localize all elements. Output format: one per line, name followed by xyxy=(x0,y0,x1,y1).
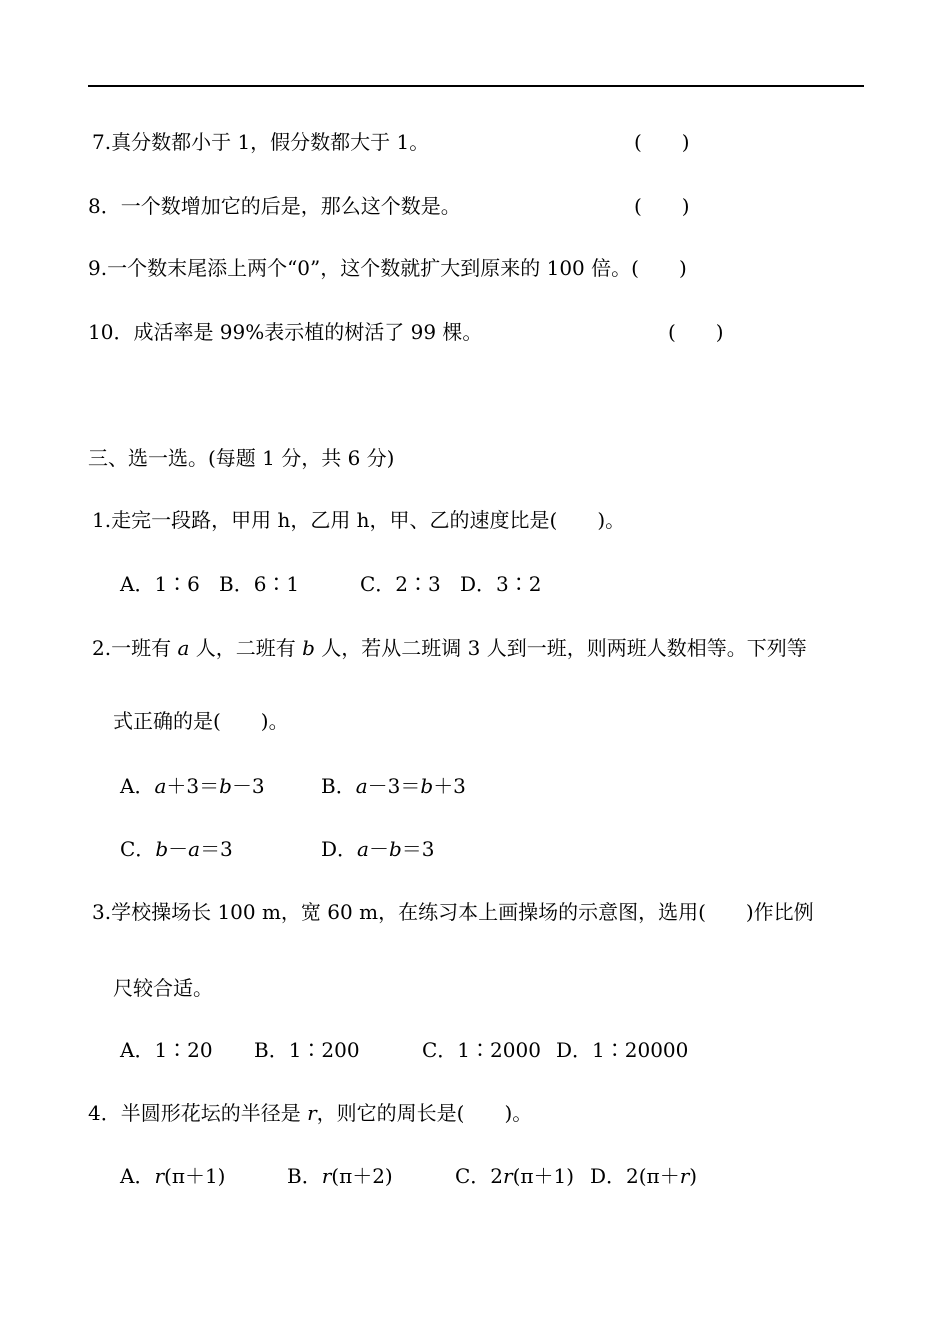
option-tail: (π＋2) xyxy=(331,1164,393,1188)
q3-option-a: A．1∶20 xyxy=(120,1038,213,1062)
option-var: a xyxy=(188,837,201,861)
q2-var-a: a xyxy=(177,636,190,660)
option-label: D．2(π＋ xyxy=(590,1164,680,1188)
option-var: r xyxy=(503,1164,513,1188)
q2-option-d xyxy=(321,836,435,862)
option-label: B． xyxy=(321,774,356,798)
q3-option-b: B．1∶200 xyxy=(254,1038,360,1062)
question-10: 10．成活率是 99%表示植的树活了 99 棵。 xyxy=(88,320,483,344)
q2-option-a xyxy=(120,773,265,799)
option-label: A． xyxy=(120,774,155,798)
option-op: －3 xyxy=(231,774,265,798)
answer-blank-10: ( ) xyxy=(668,320,724,344)
q2-option-b xyxy=(321,773,466,799)
q4-var-r: r xyxy=(307,1101,317,1125)
q1-option-d: D．3∶2 xyxy=(460,572,542,596)
question-9 xyxy=(88,255,687,281)
option-var: r xyxy=(321,1164,332,1188)
option-op: －3＝ xyxy=(367,774,421,798)
option-var: a xyxy=(355,774,368,798)
q4-option-a xyxy=(120,1163,226,1189)
option-tail: (π＋1) xyxy=(512,1164,575,1188)
q4-option-d xyxy=(590,1163,697,1189)
option-var: r xyxy=(154,1164,165,1188)
answer-blank-7: ( ) xyxy=(634,130,690,154)
q3-option-c: C．1∶2000 xyxy=(422,1038,541,1062)
option-label: C．2 xyxy=(455,1164,504,1188)
option-label: D． xyxy=(321,837,358,861)
header-rule xyxy=(88,85,864,87)
choice-question-2-line2: 式正确的是( )。 xyxy=(113,709,289,733)
q4-text-part: 4．半圆形花坛的半径是 xyxy=(88,1101,308,1125)
question-8: 8．一个数增加它的后是，那么这个数是。 xyxy=(88,194,461,218)
option-op: － xyxy=(168,837,189,861)
q2-var-b: b xyxy=(302,636,315,660)
q4-option-c xyxy=(455,1163,574,1189)
choice-question-4 xyxy=(88,1100,532,1126)
option-var: b xyxy=(388,837,402,861)
choice-question-1: 1.走完一段路，甲用 h，乙用 h，甲、乙的速度比是( )。 xyxy=(92,508,626,532)
option-var: b xyxy=(420,774,434,798)
q2-text-part: 2.一班有 xyxy=(92,636,178,660)
q2-text-part: 人，若从二班调 3 人到一班，则两班人数相等。下列等 xyxy=(314,636,807,660)
q1-option-b: B．6∶1 xyxy=(219,572,300,596)
option-label: C． xyxy=(120,837,156,861)
option-op: ＋3 xyxy=(433,774,466,798)
option-var: a xyxy=(154,774,167,798)
answer-blank-9: ( ) xyxy=(631,256,687,280)
option-tail: (π＋1) xyxy=(164,1164,226,1188)
option-label: B． xyxy=(287,1164,322,1188)
question-7: 7.真分数都小于 1，假分数都大于 1。 xyxy=(92,130,430,154)
q1-option-c: C．2∶3 xyxy=(360,572,441,596)
section-heading: 三、选一选。(每题 1 分，共 6 分) xyxy=(88,446,395,470)
answer-blank-8: ( ) xyxy=(634,194,690,218)
option-var: r xyxy=(679,1164,690,1188)
question-9-text: 9.一个数末尾添上两个“0”，这个数就扩大到原来的 100 倍。 xyxy=(88,256,632,280)
option-op: ＝3 xyxy=(401,837,435,861)
choice-question-3-line2: 尺较合适。 xyxy=(113,976,213,1000)
q4-option-b xyxy=(287,1163,393,1189)
q4-text-part: ，则它的周长是( )。 xyxy=(316,1101,533,1125)
choice-question-2 xyxy=(92,635,807,661)
option-var: b xyxy=(155,837,169,861)
option-label: A． xyxy=(120,1164,155,1188)
option-op: ＝3 xyxy=(200,837,233,861)
q3-option-d: D．1∶20000 xyxy=(556,1038,689,1062)
q1-option-a: A．1∶6 xyxy=(120,572,200,596)
option-op: － xyxy=(368,837,389,861)
option-op: ＋3＝ xyxy=(166,774,220,798)
choice-question-3: 3.学校操场长 100 m，宽 60 m，在练习本上画操场的示意图，选用( )作比例 xyxy=(92,900,814,924)
q2-option-c xyxy=(120,836,233,862)
q2-text-part: 人，二班有 xyxy=(189,636,303,660)
option-var: a xyxy=(357,837,369,861)
option-var: b xyxy=(219,774,232,798)
option-tail: ) xyxy=(689,1164,698,1188)
